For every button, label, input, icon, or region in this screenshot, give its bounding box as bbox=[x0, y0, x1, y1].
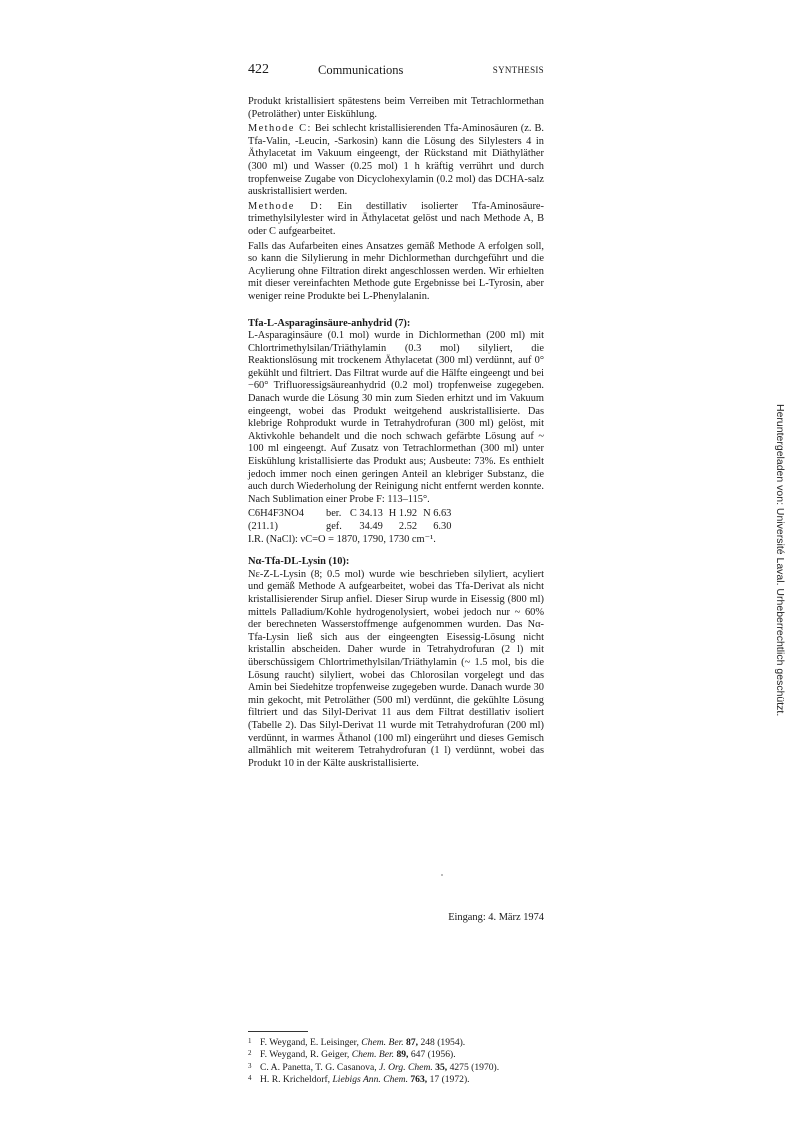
method-d-paragraph bbox=[248, 201, 544, 239]
compound-7-heading: Tfa-L-Asparaginsäure-anhydrid (7): bbox=[248, 317, 411, 329]
running-head bbox=[248, 62, 544, 80]
footnote-list bbox=[248, 1036, 548, 1086]
footnote-number: 4 bbox=[248, 1074, 252, 1083]
footnote-pages-year: 248 (1954). bbox=[418, 1037, 466, 1048]
analysis-row-calc bbox=[248, 508, 457, 521]
footnote-volume: 35, bbox=[432, 1061, 448, 1073]
footnote-volume: 763, bbox=[407, 1074, 428, 1086]
footnote-1 bbox=[248, 1036, 548, 1048]
footnote-volume: 87, bbox=[403, 1037, 419, 1048]
footnote-pages-year: 17 (1972). bbox=[427, 1074, 470, 1086]
received-date: Eingang: 4. März 1974 bbox=[448, 912, 544, 923]
footnote-4 bbox=[248, 1073, 548, 1085]
footnote-pages-year: 647 (1956). bbox=[408, 1049, 456, 1061]
footnote-journal: Chem. Ber. bbox=[361, 1037, 404, 1048]
footnote-3 bbox=[248, 1061, 548, 1073]
compound-10-heading: Nα-Tfa-DL-Lysin (10): bbox=[248, 556, 350, 568]
method-c-text: Bei schlecht kristallisierenden Tfa-Aminosäuren (z. B. Tfa-Valin, -Leucin, -Sarkosin) kann die Lösung des Silylesters 4 in Äthylacetat im Vakuum eingeengt, der Rückstand mit Diäthyläther (300 ml) und Wasser (0.25 mol) 1 h kräftig verrührt und durch tropfenweise Zugabe von Dicyclohexylamin (0.2 mol) das DCHA-salz auskristallisiert werden. bbox=[248, 123, 544, 198]
method-d-label: Methode D: bbox=[248, 200, 324, 212]
molecular-formula: C6H4F3NO4 bbox=[248, 508, 305, 520]
compound-7-section bbox=[248, 318, 544, 547]
elemental-analysis-table bbox=[248, 508, 457, 533]
note-paragraph: Falls das Aufarbeiten eines Ansatzes gemäß Methode A erfolgen soll, so kann die Silylierung in mehr Dichlormethan durchgeführt und die Acylierung ohne Filtration direkt angeschlossen werden. Wir erhielten mit dieser vereinfachten Methode gute Ergebnisse bei L-Tyrosin, aber weniger reine Produkte bei L-Phenylalanin. bbox=[248, 240, 544, 302]
calc-label: ber. bbox=[326, 508, 342, 520]
footnote-volume: 89, bbox=[394, 1049, 409, 1061]
footnote-journal: Liebigs Ann. Chem. bbox=[332, 1074, 408, 1086]
found-c: 34.49 bbox=[359, 521, 383, 532]
compound-10-section bbox=[248, 556, 544, 770]
found-label: gef. bbox=[326, 521, 342, 532]
footnote-authors: F. Weygand, R. Geiger, bbox=[260, 1049, 352, 1061]
ir-data: I.R. (NaCl): νC=O = 1870, 1790, 1730 cm⁻¹. bbox=[248, 533, 436, 545]
footnote-journal: Chem. Ber. bbox=[351, 1049, 395, 1061]
body-column bbox=[248, 96, 544, 770]
journal-name: SYNTHESIS bbox=[492, 65, 544, 75]
calc-c: C 34.13 bbox=[349, 508, 383, 520]
footnote-authors: C. A. Panetta, T. G. Casanova, bbox=[260, 1061, 380, 1073]
calc-n: N 6.63 bbox=[423, 508, 452, 520]
footnotes bbox=[248, 1036, 548, 1086]
compound-10-text: Nε-Z-L-Lysin (8; 0.5 mol) wurde wie beschrieben silyliert, acyliert und gemäß Methode A aufgearbeitet, wobei das Tfa-Derivat als nicht kristallisierender Sirup anfiel. Dieser Sirup wurde in Eisessig (800 ml) mittels Palladium/Kohle hydrogenolysiert, wobei jedoch nur ~ 60% der berechneten Wasserstoffmenge aufgenommen wurden. Das Nα-Tfa-Lysin ließ sich aus der eingeengten Eisessig-Lösung nicht kristallin abscheiden. Daher wurde in Tetrahydrofuran (2 l) mit überschüssigem Chlortrimethylsilan/Triäthylamin (~ 1.5 mol, bis die Lösung raucht) silyliert, wobei das Chlorosilan vorgelegt und das Amin bei Siedehitze tropfenweise zugegeben wurde. Danach wurde 30 min gekocht, mit Petroläther (500 ml) verdünnt, die gekühlte Lösung filtriert und das Silyl-Derivat 11 aus dem Filtrat destillativ isoliert (Tabelle 2). Das Silyl-Derivat 11 wurde mit Tetrahydrofuran (200 ml) verdünnt, in warmes Äthanol (100 ml) eingerührt und dieses Gemisch allmählich mit weiterem Tetrahydrofuran (1 l) verdünnt, wobei das Produkt 10 in der Kälte auskristallisierte. bbox=[248, 568, 544, 769]
found-n: 6.30 bbox=[433, 521, 452, 532]
intro-paragraph: Produkt kristallisiert spätestens beim Verreiben mit Tetrachlormethan (Petroläther) unter Eiskühlung. bbox=[248, 96, 544, 120]
page-number: 422 bbox=[248, 62, 269, 77]
molecular-weight: (211.1) bbox=[248, 521, 278, 532]
scan-speck bbox=[441, 874, 443, 876]
method-c-paragraph bbox=[248, 123, 544, 199]
analysis-row-found bbox=[248, 521, 457, 534]
footnote-2 bbox=[248, 1048, 548, 1060]
download-notice: Heruntergeladen von: Université Laval. Urheberrechtlich geschützt. bbox=[774, 404, 786, 717]
footnote-authors: F. Weygand, E. Leisinger, bbox=[260, 1037, 362, 1048]
method-c-label: Methode C: bbox=[248, 123, 312, 135]
section-title: Communications bbox=[318, 63, 404, 77]
footnote-journal: J. Org. Chem. bbox=[379, 1061, 433, 1073]
method-d-text: Ein destillativ isolierter Tfa-Aminosäure-trimethylsilylester wird in Äthylacetat gelöst und nach Methode A, B oder C aufgearbeitet. bbox=[248, 200, 544, 237]
found-h: 2.52 bbox=[398, 521, 418, 532]
footnote-number: 1 bbox=[248, 1037, 252, 1045]
footnote-number: 3 bbox=[248, 1061, 252, 1070]
footnote-rule bbox=[248, 1031, 308, 1032]
calc-h: H 1.92 bbox=[388, 508, 418, 520]
footnote-number: 2 bbox=[248, 1049, 252, 1058]
footnote-pages-year: 4275 (1970). bbox=[447, 1061, 500, 1073]
compound-7-text: L-Asparaginsäure (0.1 mol) wurde in Dichlormethan (200 ml) mit Chlortrimethylsilan/Triäthylamin (0.3 mol) silyliert, die Reaktionslösung mit trockenem Äthylacetat (300 ml) verdünnt, auf 0° gekühlt und filtriert. Das Filtrat wurde auf die Hälfte eingeengt und bei −60° Trifluoressigsäureanhydrid (0.2 mol) tropfenweise zugegeben. Danach wurde die Lösung 30 min zum Sieden erhitzt und im Vakuum eingeengt, wobei das Produkt weitgehend auskristallisierte. Das klebrige Rohprodukt wurde in Tetrahydrofuran (300 ml) gelöst, mit Aktivkohle behandelt und die noch schwach gefärbte Lösung auf ~ 100 ml eingeengt. Auf Zusatz von Tetrachlormethan (300 ml) unter Eiskühlung kristallisierte das Produkt aus; Ausbeute: 73%. Es enthielt jedoch immer noch einen geringen Anteil an klebriger Substanz, die auch durch Wiederholung der Reinigung nicht entfernt werden konnte. Nach Sublimation einer Probe F: 113–115°. bbox=[248, 330, 544, 505]
footnote-authors: H. R. Kricheldorf, bbox=[260, 1074, 333, 1086]
